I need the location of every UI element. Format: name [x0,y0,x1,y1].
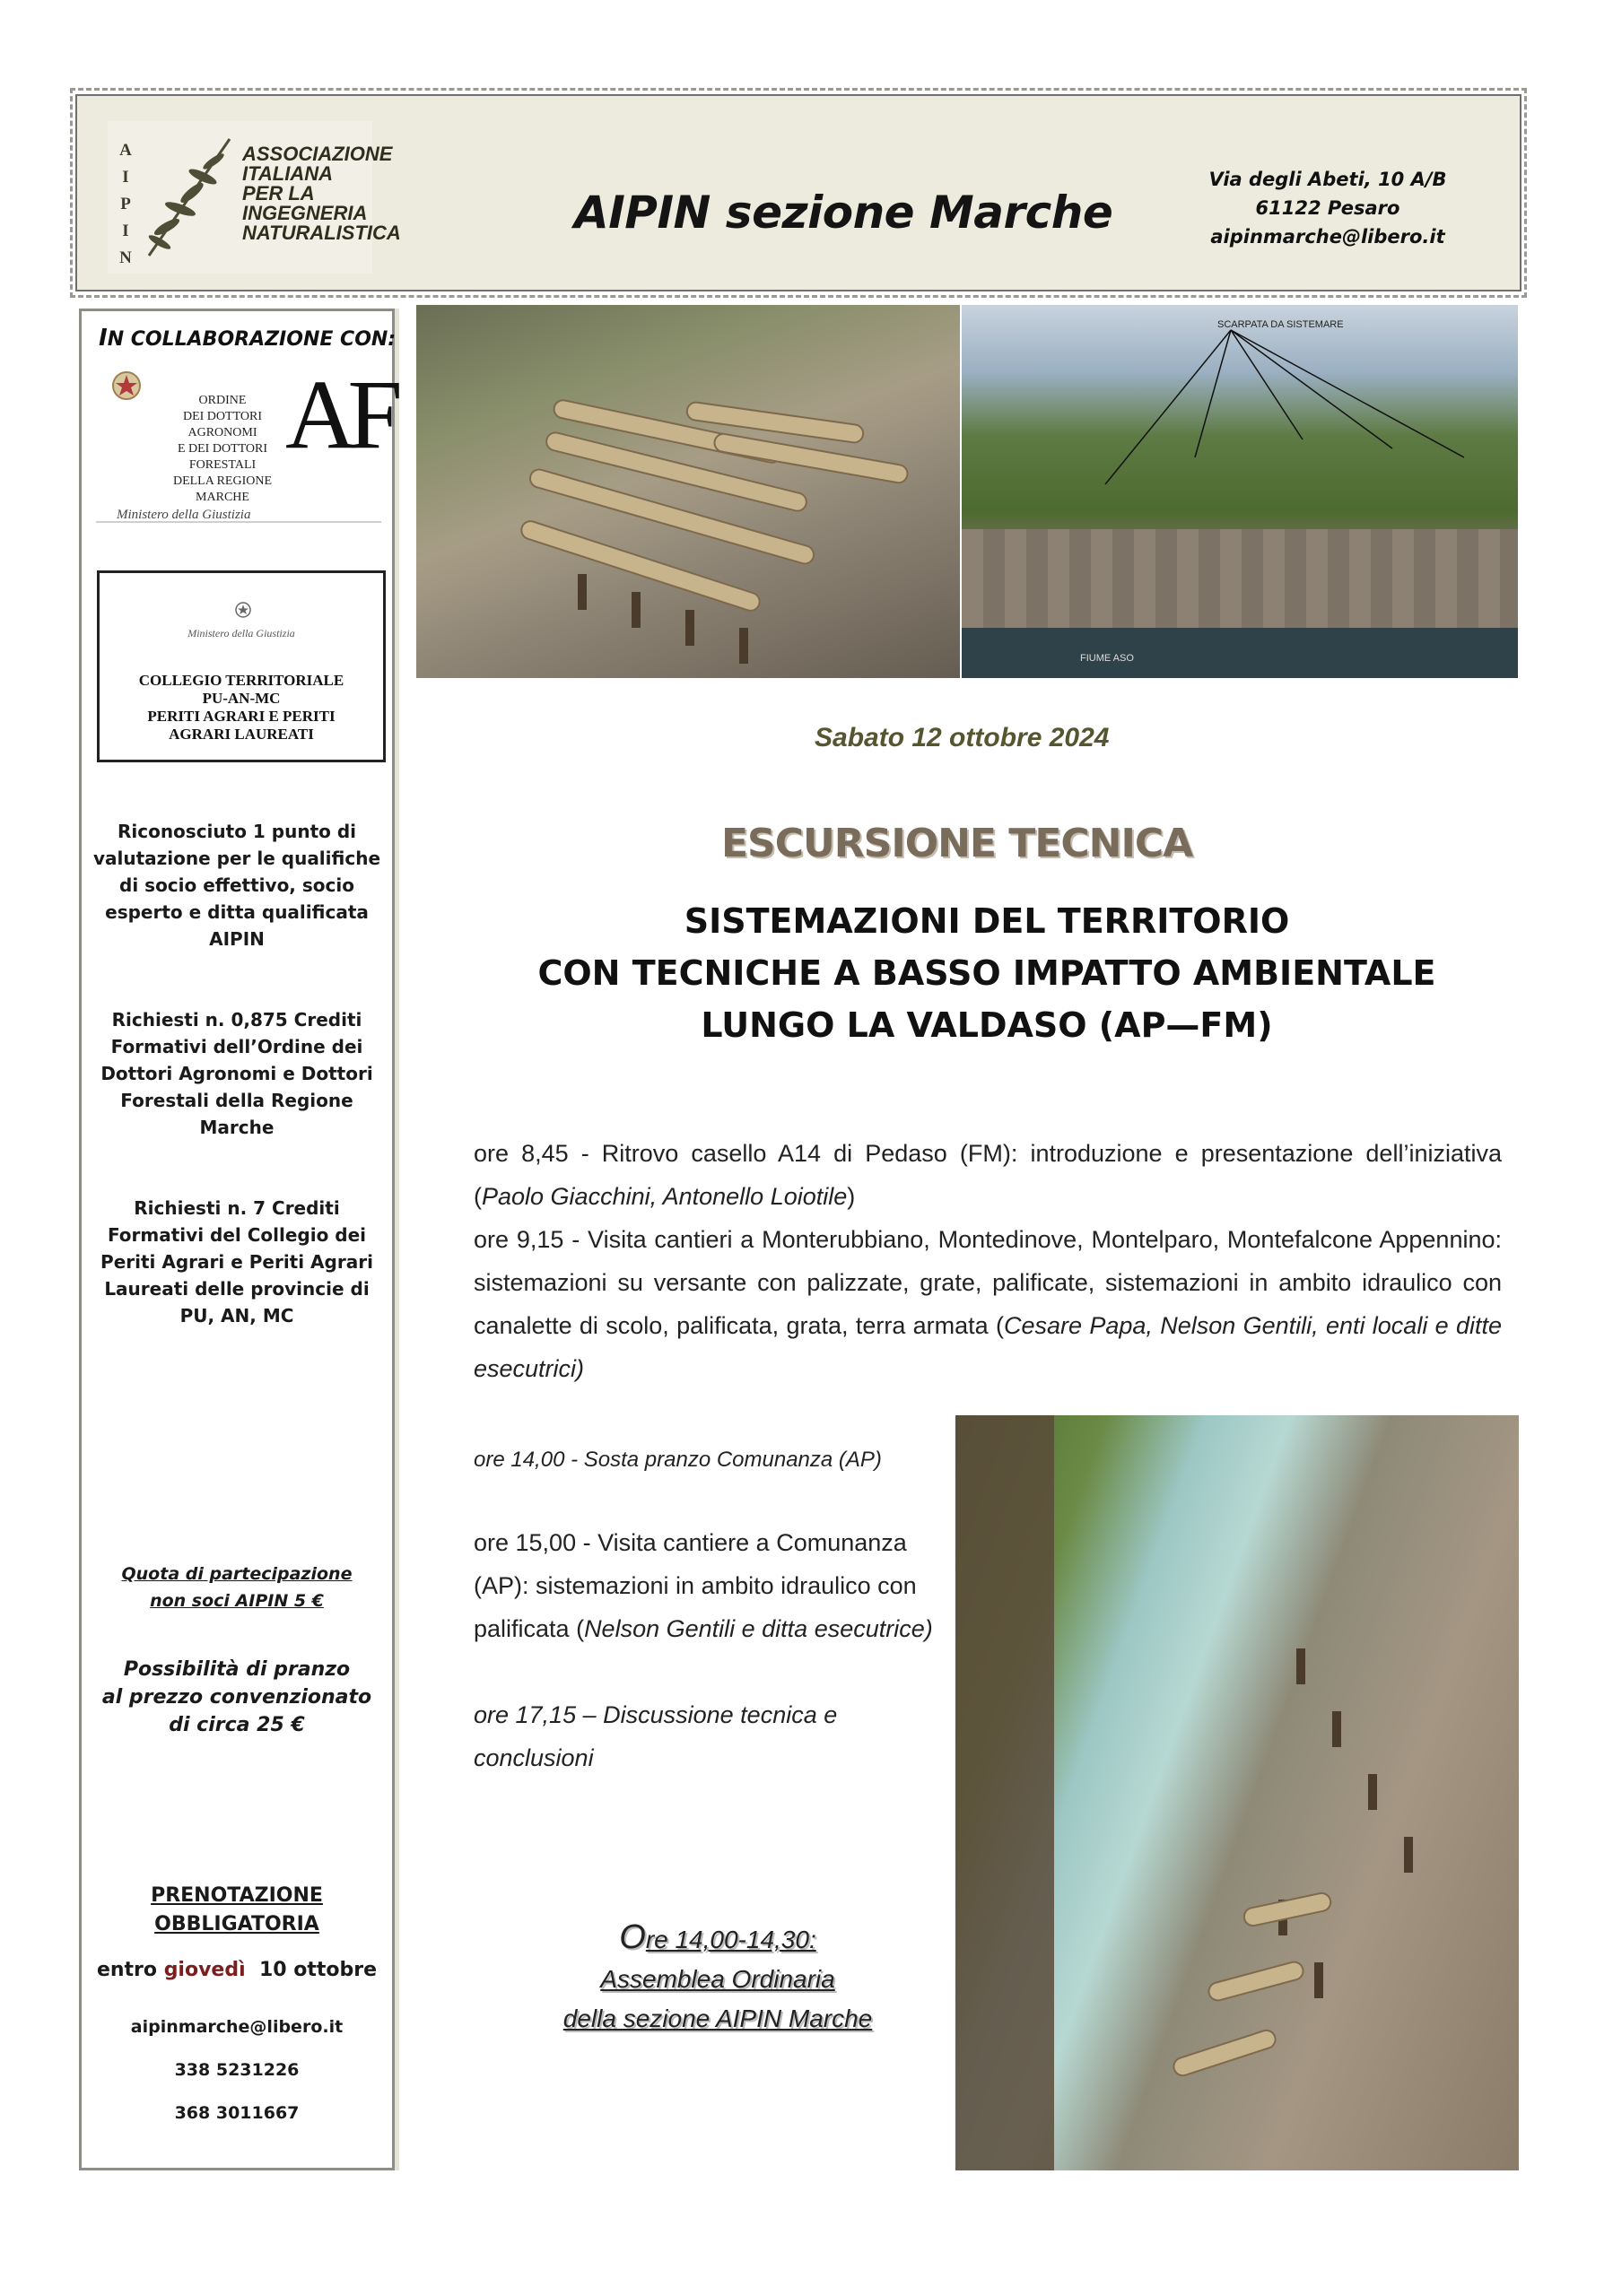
logo-vertical-letters: A I P I N [119,141,132,267]
program-item-1: ore 8,45 - Ritrovo casello A14 di Pedaso (FM): introduzione e presentazione dell’iniziativa (Paolo Giacchini, Antonello Loiotile) [474,1140,1502,1210]
photo-comunanza [955,1415,1519,2170]
branch-icon [140,130,239,265]
program-item-4: ore 15,00 - Visita cantiere a Comunanza (AP): sistemazioni in ambito idraulico con palificata (Nelson Gentili e ditta esecutrice) [474,1529,933,1642]
event-heading: ESCURSIONE TECNICA [721,821,1193,866]
italian-emblem-icon [234,600,252,620]
collegio-text: COLLEGIO TERRITORIALE PU-AN-MC PERITI AGRARI E PERITI AGRARI LAUREATI [138,672,344,743]
credit-agronomi: Richiesti n. 0,875 Crediti Formativi dell’Ordine dei Dottori Agronomi e Dottori Forestali della Regione Marche [100,1009,373,1138]
event-date: Sabato 12 ottobre 2024 [815,723,1110,752]
photo-scarpata [962,305,1518,678]
program-item-2: ore 9,15 - Visita cantieri a Monterubbiano, Montedinove, Montelparo, Montefalcone Appennino: sistemazioni su versante con palizzate, grate, palificate, sistemazioni in ambito idraulico con canalette di scolo, palificata, grata, terra armata (Cesare Papa, Nelson Gentili, enti locali e ditte esecutrici) [474,1226,1502,1382]
contact-info [90,2005,384,2135]
caption-fiume: FIUME ASO [1080,653,1134,664]
caption-scarpata: SCARPATA DA SISTEMARE [1217,319,1344,330]
page-title: AIPIN sezione Marche [574,187,1113,239]
credit-periti: Richiesti n. 7 Crediti Formativi del Collegio dei Periti Agrari e Periti Agrari Laureati delle provincie di PU, AN, MC [100,1197,373,1326]
pranzo-info: Possibilità di pranzo al prezzo convenzionato di circa 25 € [101,1658,372,1736]
annotation-lines [962,305,1518,678]
program-morning [474,1132,1502,1390]
contact-email[interactable]: aipinmarche@libero.it [130,2017,344,2037]
event-subtitle: SISTEMAZIONI DEL TERRITORIO CON TECNICHE A BASSO IMPATTO AMBIENTALE LUNGO LA VALDASO (AP—FM) [537,901,1436,1045]
prenotazione-label: PRENOTAZIONE OBBLIGATORIA [151,1884,323,1935]
ministero-label: Ministero della Giustizia [117,508,251,522]
quota-partecipazione: Quota di partecipazione non soci AIPIN 5 € [121,1564,353,1611]
assemblea-notice: Ore 14,00-14,30: Assemblea Ordinaria della sezione AIPIN Marche [562,1918,873,2032]
collegio-ministero: Ministero della Giustizia [187,627,295,639]
ordine-text: ORDINE DEI DOTTORI AGRONOMI E DEI DOTTORI FORESTALI DELLA REGIONE MARCHE [172,394,273,504]
program-item-5: ore 17,15 – Discussione tecnica e conclusioni [474,1701,838,1771]
af-logo: AF [285,360,394,469]
header-address: Via degli Abeti, 10 A/B 61122 Pesaro aipinmarche@libero.it [1208,169,1447,248]
contact-phone-1: 338 5231226 [174,2060,300,2080]
credit-aipin: Riconosciuto 1 punto di valutazione per le qualifiche di socio effettivo, socio esperto e ditta qualificata AIPIN [92,821,381,950]
italian-emblem-icon [109,368,144,407]
contact-phone-2: 368 3011667 [174,2103,300,2123]
program-item-3: ore 14,00 - Sosta pranzo Comunanza (AP) [474,1448,882,1472]
photo-palizzate [416,305,960,678]
collaboration-label: IN COLLABORAZIONE CON: [99,325,397,352]
collegio-box [97,570,386,762]
aipin-logo [108,121,401,274]
logo-association-name: ASSOCIAZIONE ITALIANA PER LA INGEGNERIA NATURALISTICA [242,143,401,244]
prenotazione-deadline: entro giovedì 10 ottobre [96,1959,378,1981]
